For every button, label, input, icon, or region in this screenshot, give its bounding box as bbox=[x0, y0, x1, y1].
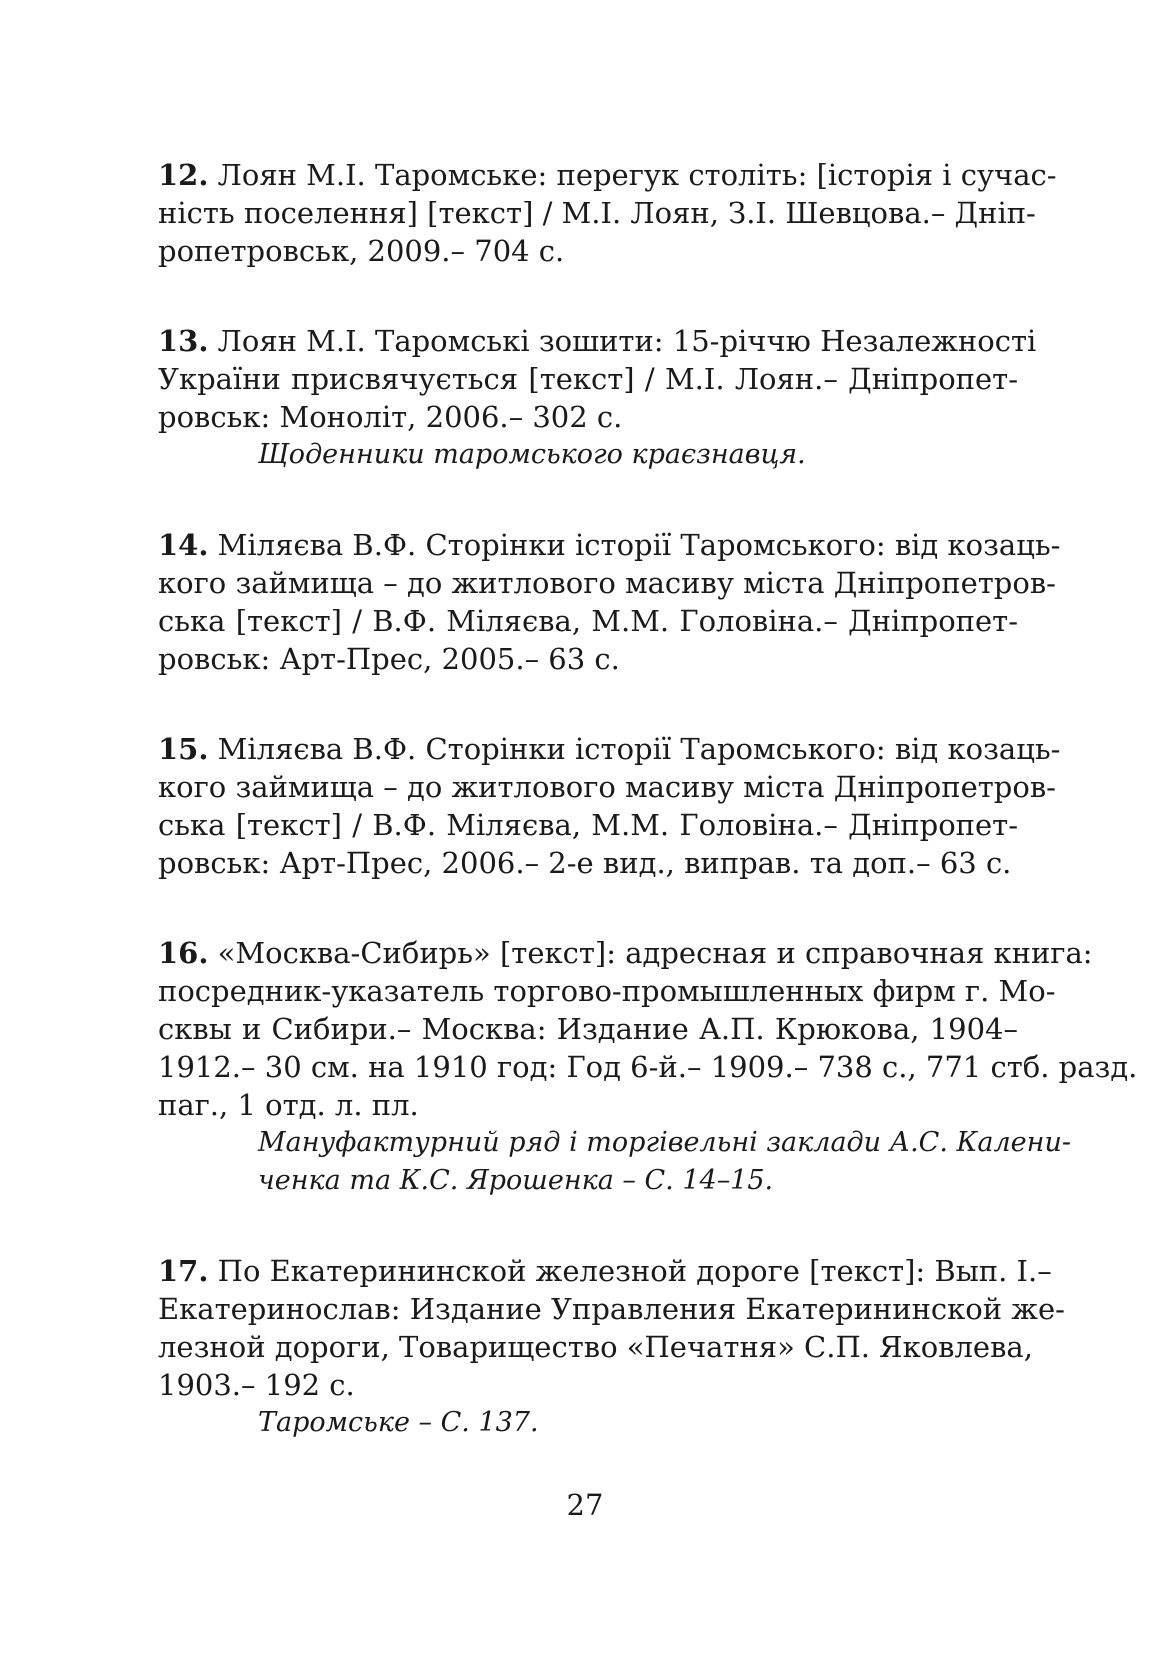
entry-line: лезной дороги, Товарищество «Печатня» С.П. Яковлева, bbox=[158, 1330, 1033, 1364]
entry-line: ність поселення] [текст] / М.І. Лоян, З.І. Шевцова.– Дніп- bbox=[158, 196, 1036, 230]
entry-line: посредник-указатель торгово-промышленных фирм г. Мо- bbox=[158, 974, 1056, 1008]
entry-number: 15. bbox=[158, 732, 209, 766]
entry-line: кого займища – до житлового масиву міста Дніпропетров- bbox=[158, 566, 1056, 600]
entry-line: 14. Міляєва В.Ф. Сторінки історії Таромського: від козаць- bbox=[158, 528, 1061, 562]
entry-line: 17. По Екатерининской железной дороге [текст]: Вып. I.– bbox=[158, 1254, 1052, 1288]
entry-line: ропетровськ, 2009.– 704 с. bbox=[158, 234, 565, 268]
entry-line: 16. «Москва-Сибирь» [текст]: адресная и справочная книга: bbox=[158, 936, 1093, 970]
bibliography-list bbox=[158, 156, 1138, 1494]
entry-line: 15. Міляєва В.Ф. Сторінки історії Таромського: від козаць- bbox=[158, 732, 1061, 766]
entry-annotation: Щоденники таромського краєзнавця. bbox=[258, 439, 806, 470]
entry-line: сквы и Сибири.– Москва: Издание А.П. Крюкова, 1904– bbox=[158, 1012, 1018, 1046]
entry-line: ровськ: Арт-Прес, 2005.– 63 с. bbox=[158, 642, 620, 676]
bibliography-entry bbox=[158, 934, 1138, 1200]
entry-line: кого займища – до житлового масиву міста Дніпропетров- bbox=[158, 770, 1056, 804]
bibliography-entry bbox=[158, 1252, 1065, 1442]
entry-line: ська [текст] / В.Ф. Міляєва, М.М. Головіна.– Дніпропет- bbox=[158, 604, 1018, 638]
entry-annotation: Мануфактурний ряд і торгівельні заклади А.С. Калени- bbox=[258, 1127, 1071, 1158]
entry-line: паг., 1 отд. л. пл. bbox=[158, 1088, 419, 1122]
bibliography-entry bbox=[158, 322, 1037, 474]
bibliography-entry bbox=[158, 730, 1061, 882]
entry-annotation: ченка та К.С. Ярошенка – С. 14–15. bbox=[258, 1165, 774, 1196]
entry-number: 14. bbox=[158, 528, 209, 562]
entry-line: 1912.– 30 см. на 1910 год: Год 6-й.– 1909.– 738 с., 771 стб. разд. bbox=[158, 1050, 1138, 1084]
entry-line: ровськ: Моноліт, 2006.– 302 с. bbox=[158, 400, 623, 434]
entry-annotation: Таромське – С. 137. bbox=[258, 1407, 539, 1438]
entry-line: Екатеринослав: Издание Управления Екатерининской же- bbox=[158, 1292, 1065, 1326]
entry-number: 16. bbox=[158, 936, 209, 970]
entry-line: 13. Лоян М.І. Таромські зошити: 15-річчю Незалежності bbox=[158, 324, 1037, 358]
entry-line: 12. Лоян М.І. Таромське: перегук століть: [історія і сучас- bbox=[158, 158, 1057, 192]
entry-number: 17. bbox=[158, 1254, 209, 1288]
entry-line: України присвячується [текст] / М.І. Лоян.– Дніпропет- bbox=[158, 362, 1018, 396]
page-number: 27 bbox=[566, 1488, 604, 1522]
bibliography-entry bbox=[158, 526, 1061, 678]
entry-number: 13. bbox=[158, 324, 209, 358]
entry-line: ська [текст] / В.Ф. Міляєва, М.М. Головіна.– Дніпропет- bbox=[158, 808, 1018, 842]
entry-line: 1903.– 192 с. bbox=[158, 1368, 355, 1402]
entry-line: ровськ: Арт-Прес, 2006.– 2-е вид., виправ. та доп.– 63 с. bbox=[158, 846, 1012, 880]
entry-number: 12. bbox=[158, 158, 209, 192]
bibliography-entry bbox=[158, 156, 1057, 270]
